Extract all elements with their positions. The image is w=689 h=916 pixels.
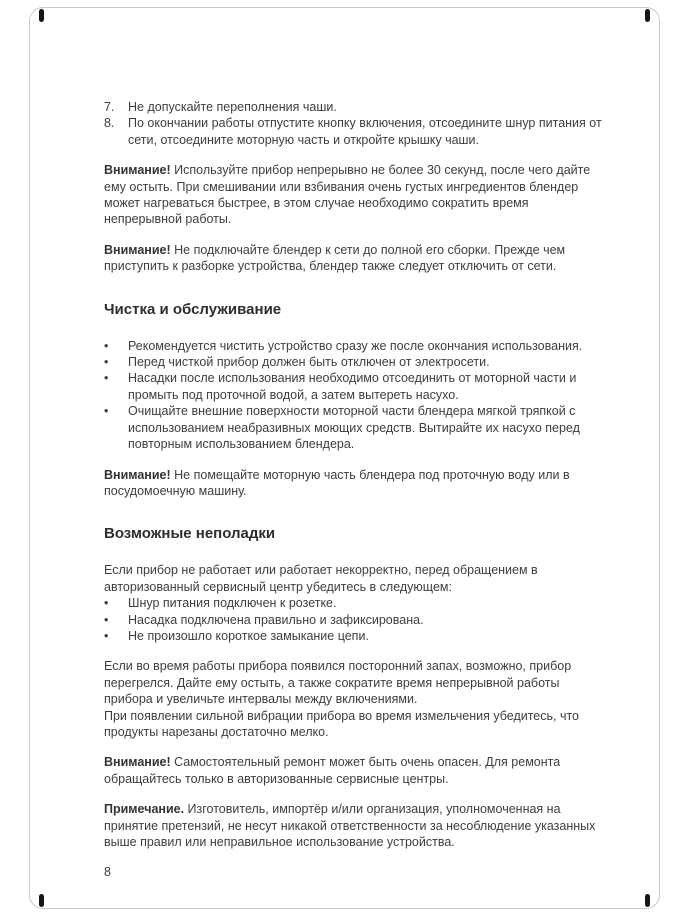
- warning-text: Не подключайте блендер к сети до полной его сборки. Прежде чем приступить к разборке устройства, блендер также следует отключить от сети.: [104, 242, 566, 274]
- bullet-text: Шнур питания подключен к розетке.: [128, 596, 337, 611]
- bullet-marker: •: [104, 338, 109, 353]
- corner-tick-bottom-right: [645, 894, 650, 907]
- warning-lead: Внимание!: [104, 467, 171, 482]
- warning-text: Используйте прибор непрерывно не более 30 секунд, после чего дайте ему остыть. При смешивании или взбивания очень густых ингредиентов блендер может нагреваться быстрее, в этом случае необходимо сократить время непрерывной работы.: [104, 163, 591, 227]
- paragraph: Если прибор не работает или работает некорректно, перед обращением в авторизованный сервисный центр убедитесь в следующем:: [104, 563, 538, 594]
- warning-paragraph: [104, 467, 602, 500]
- bullet-list: [104, 595, 602, 644]
- bullet-marker: •: [104, 404, 109, 419]
- page-content: [104, 99, 602, 881]
- warning-lead: Внимание!: [104, 242, 171, 257]
- corner-tick-top-left: [39, 9, 44, 22]
- item-number: 8.: [104, 116, 115, 131]
- bullet-item: [104, 612, 602, 628]
- item-number: 7.: [104, 100, 115, 114]
- item-text: По окончании работы отпустите кнопку включения, отсоедините шнур питания от сети, отсоедините моторную часть и откройте крышку чаши.: [128, 116, 602, 147]
- bullet-item: [104, 338, 602, 354]
- corner-tick-bottom-left: [39, 894, 44, 907]
- bullet-marker: •: [104, 596, 109, 611]
- section-heading: Возможные неполадки: [104, 525, 276, 543]
- bullet-item: [104, 595, 602, 611]
- bullet-item: [104, 403, 602, 452]
- warning-lead: Внимание!: [104, 755, 171, 770]
- warning-paragraph: [104, 162, 602, 228]
- bullet-text: Перед чисткой прибор должен быть отключен от электросети.: [128, 355, 490, 370]
- warning-text: Самостоятельный ремонт может быть очень опасен. Для ремонта обращайтесь только в авторизованные сервисные центры.: [104, 755, 561, 786]
- bullet-text: Насадки после использования необходимо отсоединить от моторной части и промыть под проточной водой, а затем вытереть насухо.: [128, 371, 577, 402]
- bullet-item: [104, 370, 602, 403]
- bullet-marker: •: [104, 355, 109, 370]
- warning-text: Не помещайте моторную часть блендера под проточную воду или в посудомоечную машину.: [104, 467, 570, 498]
- note-lead: Примечание.: [104, 802, 185, 817]
- paragraph: Если во время работы прибора появился посторонний запах, возможно, прибор перегрелся. Дайте ему остыть, а также сократите время непрерывной работы прибора и увеличьте интервалы между включениями.: [104, 659, 572, 707]
- section-heading: Чистка и обслуживание: [104, 300, 282, 318]
- bullet-text: Очищайте внешние поверхности моторной части блендера мягкой тряпкой с использованием неабразивных моющих средств. Вытирайте их насухо перед повторным использованием блендера.: [128, 404, 580, 452]
- numbered-item: [104, 99, 602, 115]
- bullet-marker: •: [104, 612, 109, 627]
- bullet-marker: •: [104, 628, 109, 643]
- paragraph: При появлении сильной вибрации прибора во время измельчения убедитесь, что продукты нарезаны достаточно мелко.: [104, 708, 580, 739]
- note-paragraph: [104, 801, 602, 850]
- bullet-text: Рекомендуется чистить устройство сразу же после окончания использования.: [128, 338, 583, 353]
- note-text: Изготовитель, импортёр и/или организация, уполномоченная на принятие претензий, не несут никакой ответственности за несоблюдение указанных выше правил или неправильное использование устройства.: [104, 802, 596, 849]
- item-text: Не допускайте переполнения чаши.: [128, 100, 337, 114]
- warning-paragraph: [104, 754, 602, 787]
- numbered-item: [104, 115, 602, 148]
- bullet-marker: •: [104, 371, 109, 386]
- bullet-text: Не произошло короткое замыкание цепи.: [128, 628, 369, 643]
- bullet-list: [104, 338, 602, 453]
- bullet-text: Насадка подключена правильно и зафиксирована.: [128, 612, 424, 627]
- corner-tick-top-right: [645, 9, 650, 22]
- warning-paragraph: [104, 242, 602, 275]
- bullet-item: [104, 628, 602, 644]
- warning-lead: Внимание!: [104, 163, 171, 178]
- page-number: 8: [104, 865, 111, 880]
- bullet-item: [104, 354, 602, 370]
